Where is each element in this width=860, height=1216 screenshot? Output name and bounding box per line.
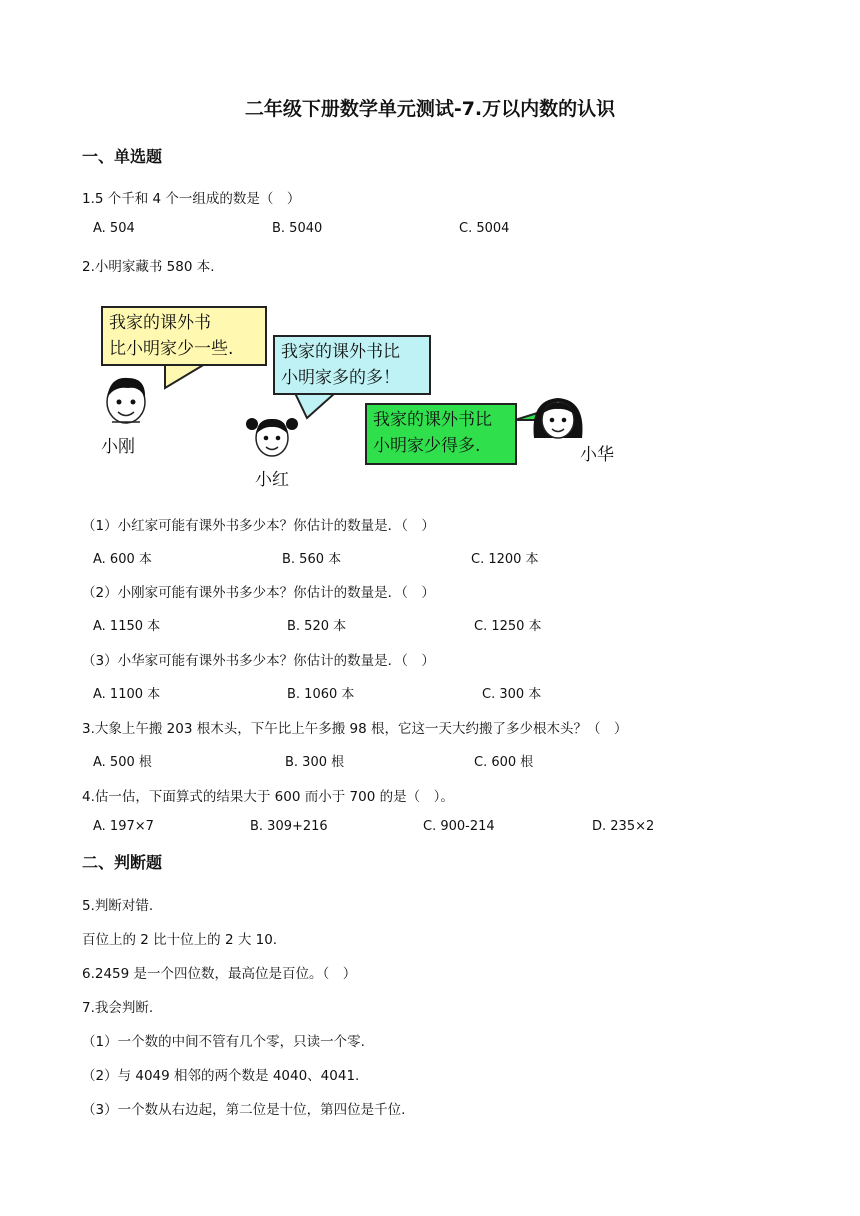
question-1: 1.5 个千和 4 个一组成的数是（ ）	[82, 191, 301, 207]
q3-option-a: A. 500 根	[93, 755, 152, 770]
question-6: 6.2459 是一个四位数，最高位是百位。（ ）	[82, 966, 357, 982]
q2-2-option-a: A. 1150 本	[93, 619, 161, 634]
q2-3-option-c: C. 300 本	[482, 687, 542, 702]
speech-bubble-xiaohua	[365, 403, 517, 465]
q1-option-c: C. 5004	[459, 221, 510, 236]
q1-option-a: A. 504	[93, 221, 135, 236]
bubble-line: 比小明家少一些.	[109, 339, 234, 359]
question-2-sub-3: （3）小华家可能有课外书多少本？你估计的数量是．（ ）	[82, 653, 435, 669]
name-xiaohong: 小红	[255, 470, 289, 490]
page-title: 二年级下册数学单元测试-7.万以内数的认识	[244, 98, 616, 120]
q2-3-option-a: A. 1100 本	[93, 687, 161, 702]
question-5-statement: 百位上的 2 比十位上的 2 大 10.	[82, 932, 278, 948]
girl-long-hair-icon	[528, 390, 588, 450]
q2-2-option-b: B. 520 本	[287, 619, 347, 634]
bubble-line: 小明家少得多.	[373, 436, 481, 456]
q3-option-b: B. 300 根	[285, 755, 345, 770]
q2-1-option-b: B. 560 本	[282, 552, 342, 567]
q2-1-option-a: A. 600 本	[93, 552, 152, 567]
q4-option-c: C. 900-214	[423, 819, 495, 834]
bubble-line: 我家的课外书比	[281, 342, 400, 362]
girl-face-icon	[244, 408, 300, 464]
name-xiaohua: 小华	[580, 445, 614, 465]
q4-option-d: D. 235×2	[592, 819, 655, 834]
speech-bubble-xiaohong	[273, 335, 431, 395]
name-xiaogang: 小刚	[101, 437, 135, 457]
question-5: 5.判断对错.	[82, 898, 154, 914]
question-7-item-1: （1）一个数的中间不管有几个零，只读一个零.	[82, 1034, 365, 1050]
bubble-line: 我家的课外书	[109, 313, 211, 333]
q1-option-b: B. 5040	[272, 221, 323, 236]
bubble-line: 我家的课外书比	[373, 410, 492, 430]
question-7-item-2: （2）与 4049 相邻的两个数是 4040、4041.	[82, 1068, 360, 1084]
q2-2-option-c: C. 1250 本	[474, 619, 542, 634]
section-heading-true-false: 二、判断题	[82, 853, 163, 872]
question-2-sub-1: （1）小红家可能有课外书多少本？你估计的数量是．（ ）	[82, 518, 435, 534]
question-7-item-3: （3）一个数从右边起，第二位是十位，第四位是千位.	[82, 1102, 406, 1118]
question-4: 4.估一估，下面算式的结果大于 600 而小于 700 的是（ ）。	[82, 789, 454, 805]
q3-option-c: C. 600 根	[474, 755, 534, 770]
question-7: 7.我会判断.	[82, 1000, 154, 1016]
q2-3-option-b: B. 1060 本	[287, 687, 355, 702]
question-2-sub-2: （2）小刚家可能有课外书多少本？你估计的数量是．（ ）	[82, 585, 435, 601]
q2-1-option-c: C. 1200 本	[471, 552, 539, 567]
boy-face-icon	[100, 372, 160, 432]
section-heading-single-choice: 一、单选题	[82, 147, 163, 166]
question-3: 3.大象上午搬 203 根木头，下午比上午多搬 98 根，它这一天大约搬了多少根木头？（ ）	[82, 721, 628, 737]
bubble-line: 小明家多的多！	[281, 368, 400, 388]
q4-option-b: B. 309+216	[250, 819, 328, 834]
speech-bubble-xiaogang	[101, 306, 267, 366]
question-2: 2.小明家藏书 580 本.	[82, 259, 215, 275]
q4-option-a: A. 197×7	[93, 819, 154, 834]
